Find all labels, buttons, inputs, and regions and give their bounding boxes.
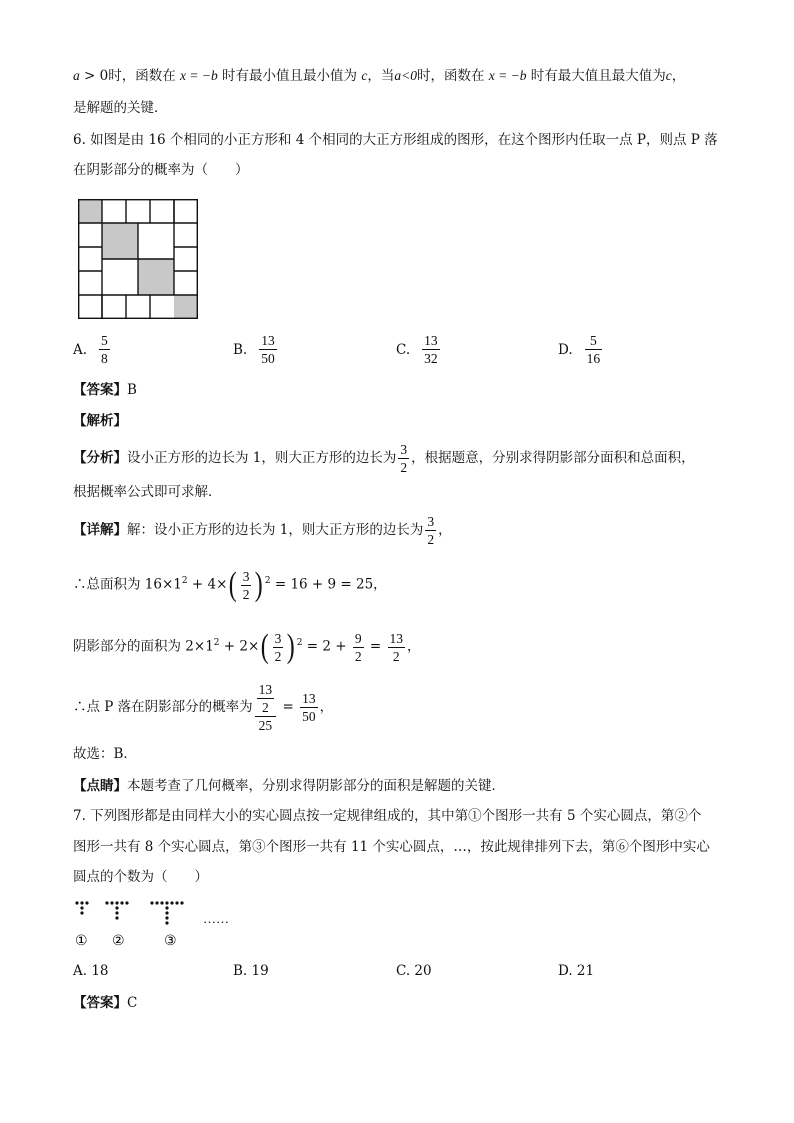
shaded-large-square bbox=[102, 223, 138, 259]
q6-analysis-heading: 【解析】 bbox=[73, 413, 127, 429]
q6-answer: 【答案】B bbox=[73, 382, 137, 398]
q6-choose: 故选：B． bbox=[73, 746, 137, 762]
q6-shaded-area: 阴影部分的面积为 $2\times 1^2 + 2\times$( $\frac{3}{2}$ ) $^2$ = 2 + $\frac{9}{2}$ = $\frac{13}{2}$ ， bbox=[73, 628, 421, 665]
prev-solution-line2: 是解题的关键． bbox=[73, 100, 168, 116]
dot-figure-3 bbox=[150, 901, 183, 924]
fig-label-1: ① bbox=[75, 933, 88, 949]
q7-stem-line3: 圆点的个数为（ ） bbox=[73, 869, 208, 885]
prev-solution-line1: a > 0时，函数在 x = −b 时有最小值且最小值为 c，当a<0时，函数在 x = −b 时有最大值且最大值为c， bbox=[73, 68, 686, 84]
q7-stem-line2: 图形一共有 8 个实心圆点，第③个图形一共有 11 个实心圆点，…，按此规律排列下去，第⑥个图形中实心 bbox=[73, 839, 710, 855]
q7-option-a[interactable]: A. 18 bbox=[73, 963, 109, 979]
q6-option-b[interactable]: B. $\frac{13}{50}$ bbox=[233, 333, 275, 366]
q6-option-c[interactable]: C. $\frac{13}{32}$ bbox=[396, 333, 438, 366]
q6-total-area: ∴总面积为 $16\times 1^2 + 4\times$( $\frac{3}{2}$ ) $^2$ = 16 + 9 = 25， bbox=[73, 566, 387, 603]
shaded-small-square bbox=[78, 199, 102, 223]
q6-stem-line2: 在阴影部分的概率为（ ） bbox=[73, 162, 249, 178]
q6-fenxi: 【分析】设小正方形的边长为 1，则大正方形的边长为 $\frac{3}{2}$ ，根据题意，分别求得阴影部分面积和总面积， bbox=[73, 442, 695, 475]
shaded-large-square bbox=[138, 259, 174, 295]
q6-option-a[interactable]: A. $\frac{5}{8}$ bbox=[73, 333, 108, 366]
fig-label-2: ② bbox=[112, 933, 125, 949]
q6-dianjing: 【点睛】本题考查了几何概率，分别求得阴影部分的面积是解题的关键． bbox=[73, 778, 505, 794]
dot-figure-2 bbox=[105, 901, 128, 919]
dot-figure-1 bbox=[75, 901, 88, 914]
q7-option-d[interactable]: D. 21 bbox=[558, 963, 595, 979]
q6-fenxi-line2: 根据概率公式即可求解． bbox=[73, 484, 222, 500]
q7-option-c[interactable]: C. 20 bbox=[396, 963, 432, 979]
dot-ellipsis: …… bbox=[203, 911, 229, 926]
q7-stem-line1: 7. 下列图形都是由同样大小的实心圆点按一定规律组成的，其中第①个图形一共有 5 个实心圆点，第②个 bbox=[73, 808, 702, 824]
shaded-small-square bbox=[174, 295, 198, 319]
q6-probability: ∴点 P 落在阴影部分的概率为 $\frac{\frac{13}{2}}{25}$ = $\frac{13}{50}$ ， bbox=[73, 682, 334, 733]
q6-square-figure bbox=[78, 199, 198, 319]
q6-stem-line1: 6. 如图是由 16 个相同的小正方形和 4 个相同的大正方形组成的图形，在这个图形内任取一点 P，则点 P 落 bbox=[73, 132, 718, 148]
fig-label-3: ③ bbox=[164, 933, 177, 949]
q6-xiangjie: 【详解】解：设小正方形的边长为 1，则大正方形的边长为 $\frac{3}{2}$ ， bbox=[73, 514, 452, 547]
q6-option-d[interactable]: D. $\frac{5}{16}$ bbox=[558, 333, 601, 366]
q7-dot-figures bbox=[70, 895, 250, 955]
q7-answer: 【答案】C bbox=[73, 995, 138, 1011]
q7-option-b[interactable]: B. 19 bbox=[233, 963, 269, 979]
